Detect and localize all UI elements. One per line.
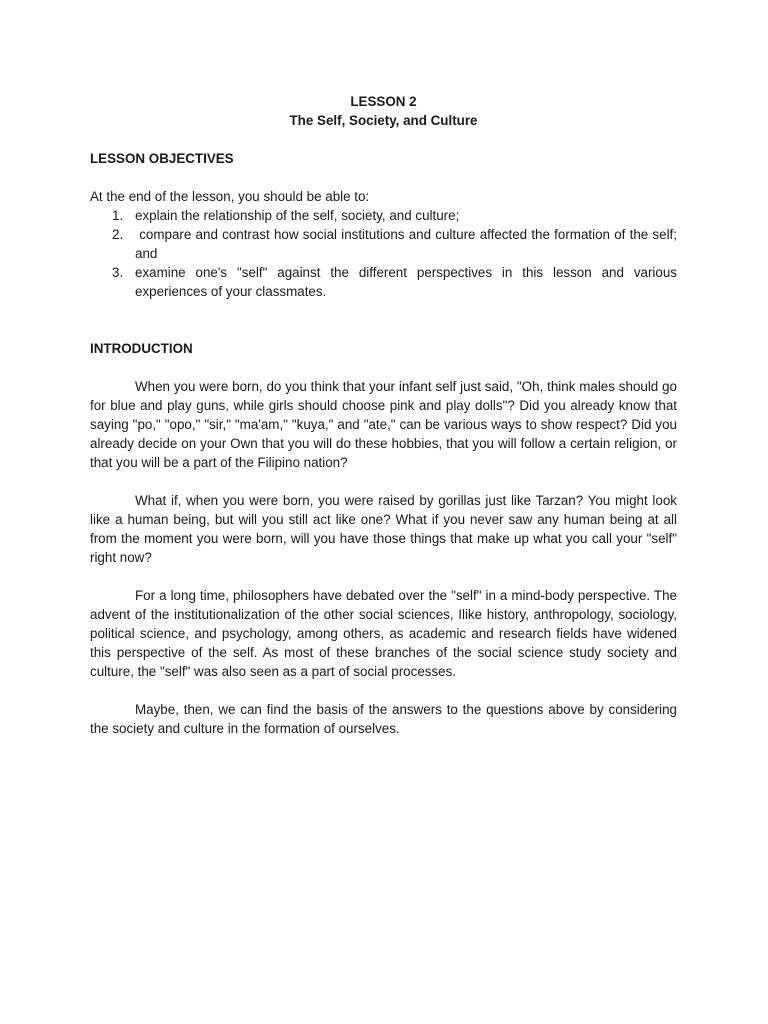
introduction-paragraph: What if, when you were born, you were raised by gorillas just like Tarzan? You might look like a human being, but will you still act like one? What if you never saw any human being at all from the moment you were born, will you have those things that make up what you call your "self" right now?	[90, 493, 677, 565]
list-item-number: 1.	[112, 208, 124, 223]
introduction-heading: INTRODUCTION	[90, 341, 193, 356]
list-item-number: 3.	[112, 265, 124, 280]
list-item-text: examine one's "self" against the different perspectives in this lesson and various experiences of your classmates.	[135, 265, 677, 299]
list-item	[90, 206, 677, 225]
list-item-number: 2.	[112, 227, 124, 242]
list-item	[90, 263, 677, 301]
objectives-list	[90, 206, 681, 301]
objectives-intro: At the end of the lesson, you should be able to:	[90, 189, 370, 204]
lesson-number: LESSON 2	[350, 94, 417, 109]
introduction-paragraph: Maybe, then, we can find the basis of the answers to the questions above by considering the society and culture in the formation of ourselves.	[90, 702, 677, 736]
document-page	[90, 92, 681, 738]
introduction-paragraph: For a long time, philosophers have debated over the "self" in a mind-body perspective. The advent of the institutionalization of the other social sciences, Ilike history, anthropology, sociology, political science, and psychology, among others, as academic and research fields have widened this perspective of the self. As most of these branches of the social science study society and culture, the "self" was also seen as a part of social processes.	[90, 588, 677, 679]
list-item-text: explain the relationship of the self, society, and culture;	[135, 208, 460, 223]
list-item	[90, 225, 681, 263]
objectives-heading: LESSON OBJECTIVES	[90, 151, 234, 166]
lesson-title: The Self, Society, and Culture	[289, 113, 478, 128]
list-item-text: compare and contrast how social institutions and culture affected the formation of the self; and	[135, 227, 681, 261]
introduction-paragraph: When you were born, do you think that your infant self just said, "Oh, think males should go for blue and play guns, while girls should choose pink and play dolls"? Did you already know that saying "po," "opo," "sir," "ma'am," "kuya," and "ate," can be various ways to show respect? Did you already decide on your Own that you will do these hobbies, that you will follow a certain religion, or that you will be a part of the Filipino nation?	[90, 379, 677, 470]
